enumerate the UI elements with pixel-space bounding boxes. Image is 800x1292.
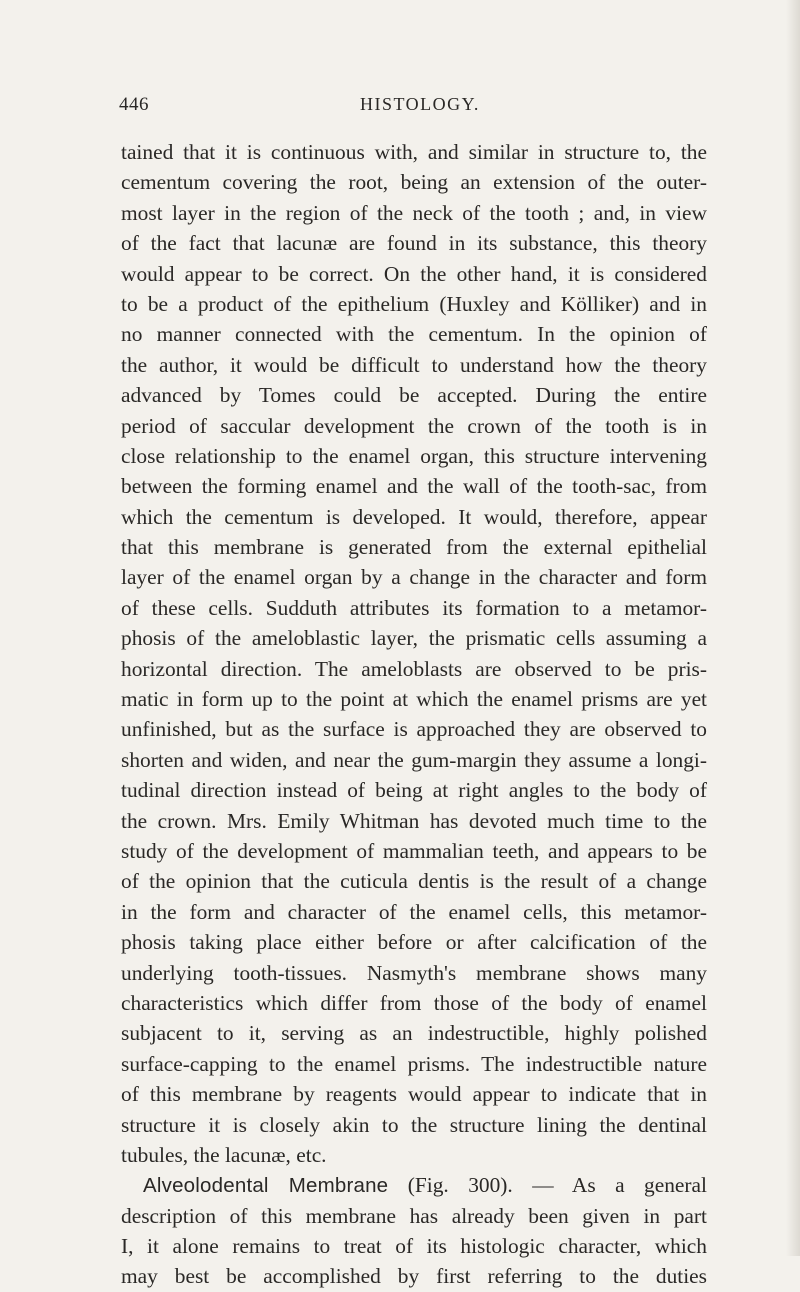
text-line: tudinal direction instead of being at right angles to the body of [121, 778, 707, 803]
text-line: phosis of the ameloblastic layer, the prismatic cells assuming a [121, 626, 707, 651]
section-heading-continuation: (Fig. 300). — As a general [388, 1173, 707, 1198]
text-line: of the fact that lacunæ are found in its substance, this theory [121, 231, 707, 256]
text-line: close relationship to the enamel organ, this structure intervening [121, 443, 707, 468]
text-line: of the opinion that the cuticula dentis is the result of a change [121, 869, 707, 894]
text-line: in the form and character of the enamel cells, this metamor- [121, 899, 707, 924]
text-line: phosis taking place either before or after calcification of the [121, 930, 707, 955]
running-title: HISTOLOGY. [360, 94, 480, 114]
body-text [121, 137, 707, 1292]
text-line: of this membrane by reagents would appear to indicate that in [121, 1082, 707, 1107]
text-line: the crown. Mrs. Emily Whitman has devoted much time to the [121, 808, 707, 833]
text-line: the author, it would be difficult to understand how the theory [121, 352, 707, 377]
text-line: that this membrane is generated from the external epithelial [121, 535, 707, 560]
text-line: which the cementum is developed. It would, therefore, appear [121, 504, 707, 529]
text-line: unfinished, but as the surface is approached they are observed to [121, 717, 707, 742]
text-line: may best be accomplished by first referring to the duties [121, 1264, 707, 1289]
text-line: study of the development of mammalian teeth, and appears to be [121, 838, 707, 863]
text-line: characteristics which differ from those of the body of enamel [121, 990, 707, 1015]
text-line: shorten and widen, and near the gum-margin they assume a longi- [121, 747, 707, 772]
text-line: subjacent to it, serving as an indestructible, highly polished [121, 1021, 707, 1046]
text-line: matic in form up to the point at which the enamel prisms are yet [121, 687, 707, 712]
running-head [0, 94, 800, 122]
text-line: I, it alone remains to treat of its histologic character, which [121, 1234, 707, 1259]
text-line: most layer in the region of the neck of the tooth ; and, in view [121, 200, 707, 225]
text-line: cementum covering the root, being an extension of the outer- [121, 170, 707, 195]
section-heading: Alveolodental Membrane [143, 1174, 389, 1198]
text-line: description of this membrane has already been given in part [121, 1203, 707, 1228]
text-line: layer of the enamel organ by a change in the character and form [121, 565, 707, 590]
text-line: no manner connected with the cementum. In the opinion of [121, 322, 707, 347]
text-line: surface-capping to the enamel prisms. The indestructible nature [121, 1051, 707, 1076]
text-line: of these cells. Sudduth attributes its formation to a metamor- [121, 595, 707, 620]
text-line: structure it is closely akin to the structure lining the dentinal [121, 1112, 707, 1137]
text-line: to be a product of the epithelium (Huxley and Kölliker) and in [121, 291, 707, 316]
text-line: period of saccular development the crown of the tooth is in [121, 413, 707, 438]
page-number: 446 [119, 94, 149, 115]
text-line: underlying tooth-tissues. Nasmyth's membrane shows many [121, 960, 707, 985]
text-line: advanced by Tomes could be accepted. During the entire [121, 383, 707, 408]
text-line: between the forming enamel and the wall of the tooth-sac, from [121, 474, 707, 499]
text-line: tained that it is continuous with, and similar in structure to, the [121, 140, 707, 164]
section-first-line [121, 1170, 707, 1200]
page-edge-shadow [786, 0, 800, 1256]
text-line: would appear to be correct. On the other hand, it is considered [121, 261, 707, 286]
text-line: tubules, the lacunæ, etc. [121, 1142, 327, 1167]
text-line: horizontal direction. The ameloblasts are observed to be pris- [121, 656, 707, 681]
